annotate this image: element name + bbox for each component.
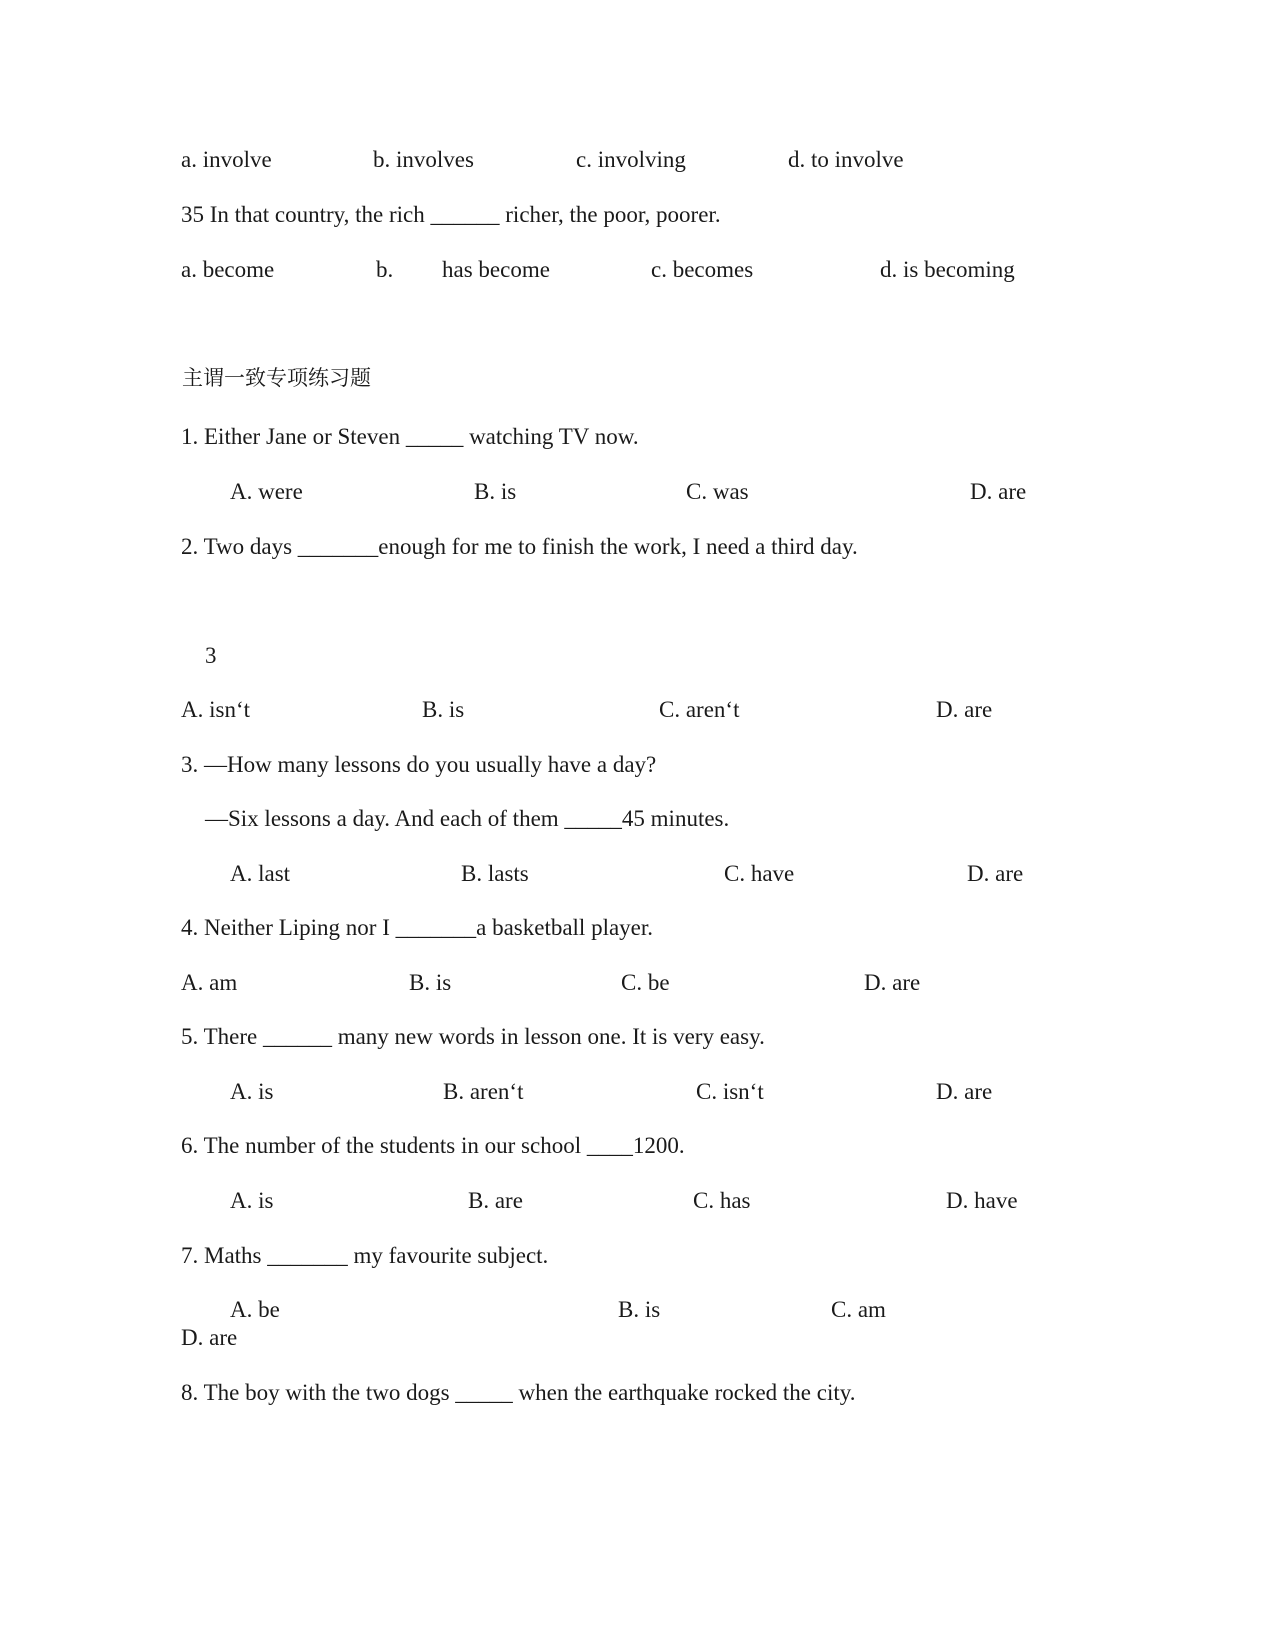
q7-option-a: A. be [230,1297,280,1322]
q3-option-d: D. are [967,861,1024,886]
q6-option-a: A. is [230,1188,274,1213]
q7-option-c: C. am [831,1297,886,1322]
q4-stem: 4. Neither Liping nor I _______a basketball player. [181,915,654,940]
q1-option-d: D. are [970,479,1027,504]
q7-option-b: B. is [618,1297,661,1322]
q1-stem: 1. Either Jane or Steven _____ watching TV now. [181,424,639,449]
q1-option-c: C. was [686,479,749,504]
q7-stem: 7. Maths _______ my favourite subject. [181,1243,549,1268]
q3-option-b: B. lasts [461,861,529,886]
q4-option-c: C. be [621,970,670,995]
q6-option-c: C. has [693,1188,751,1213]
q4-option-a: A. am [181,970,238,995]
q5-option-b: B. aren‘t [443,1079,524,1104]
q34-option-c: c. involving [576,147,686,172]
q8-stem: 8. The boy with the two dogs _____ when the earthquake rocked the city. [181,1380,856,1405]
q1-option-a: A. were [230,479,303,504]
q1-option-b: B. is [474,479,517,504]
q7-option-d: D. are [181,1325,238,1350]
q35-option-c: c. becomes [651,257,754,282]
q5-option-c: C. isn‘t [696,1079,764,1104]
q2-stem: 2. Two days _______enough for me to finish the work, I need a third day. [181,534,858,559]
q3-stem: 3. —How many lessons do you usually have a day? [181,752,657,777]
q35-option-b-text: has become [442,257,550,282]
page-number: 3 [205,643,217,668]
q35-option-a: a. become [181,257,275,282]
q34-option-d: d. to involve [788,147,904,172]
section-title: 主谓一致专项练习题 [182,366,371,390]
q2-option-c: C. aren‘t [659,697,740,722]
q5-option-d: D. are [936,1079,993,1104]
q35-option-d: d. is becoming [880,257,1015,282]
q6-option-d: D. have [946,1188,1018,1213]
q6-stem: 6. The number of the students in our school ____1200. [181,1133,685,1158]
q3-stem-reply: —Six lessons a day. And each of them _____45 minutes. [205,806,730,831]
q3-option-a: A. last [230,861,291,886]
q3-option-c: C. have [724,861,795,886]
q4-option-d: D. are [864,970,921,995]
q2-option-d: D. are [936,697,993,722]
q35-option-b-letter: b. [376,257,394,282]
q34-option-a: a. involve [181,147,272,172]
q4-option-b: B. is [409,970,452,995]
q34-option-b: b. involves [373,147,474,172]
q5-stem: 5. There ______ many new words in lesson one. It is very easy. [181,1024,765,1049]
q2-option-a: A. isn‘t [181,697,250,722]
q6-option-b: B. are [468,1188,523,1213]
q2-option-b: B. is [422,697,465,722]
q5-option-a: A. is [230,1079,274,1104]
q35-stem: 35 In that country, the rich ______ richer, the poor, poorer. [181,202,721,227]
